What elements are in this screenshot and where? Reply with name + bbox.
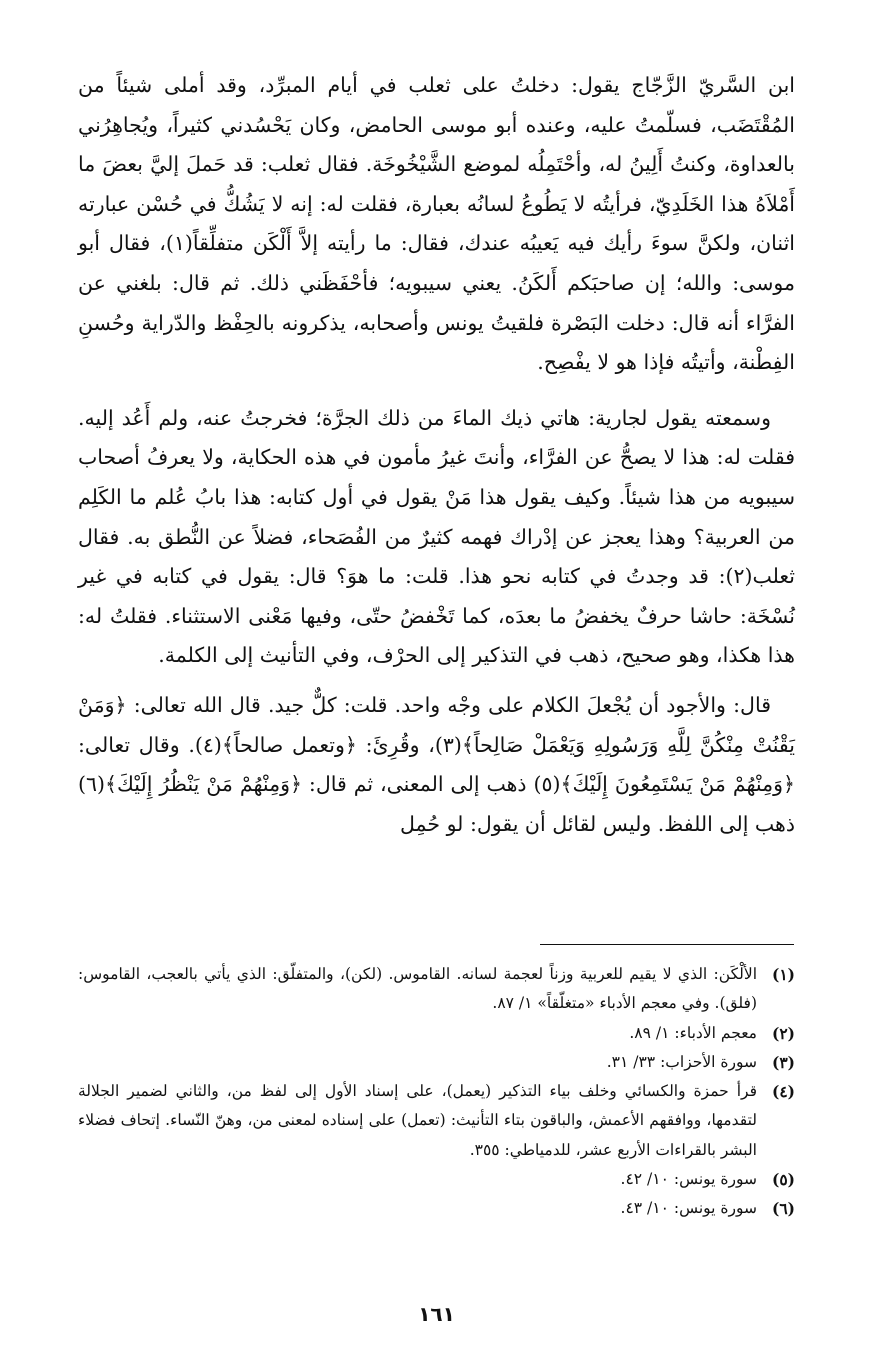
footnote-text: الألْكَن: الذي لا يقيم للعربية وزناً لعجمة لسانه. القاموس. (لكن)، والمتفلّق: الذي يأتي بالعجب، القاموس: (فلق). وفي معجم الأدباء «متغلّقاً» ١/ ٨٧. [78, 965, 757, 1013]
footnote-number: (٥) [771, 1170, 795, 1190]
footnote-text: سورة الأحزاب: ٣٣/ ٣١. [606, 1052, 757, 1071]
body-paragraph-2: وسمعته يقول لجارية: هاتي ذيك الماءَ من ذلك الجرَّة؛ فخرجتُ عنه، ولم أَعُد إليه. فقلت له: هذا لا يصحُّ عن الفرَّاء، وأنتَ غيرُ مأمون في هذه الحكاية، ولا يعرفُ أصحاب سيبويه من هذا شيئاً. وكيف يقول هذا مَنْ يقول في أول كتابه: هذا بابُ عُلم ما الكَلِم من العربية؟ وهذا يعجز عن إدْراك فهمه كثيرٌ من الفُصَحاء، فضلاً عن النُّطق به. فقال ثعلب(٢): قد وجدتُ في كتابه نحو هذا. قلت: ما هوَ؟ قال: يقول في كتابه في غير نُسْخَة: حاشا حرفٌ يخفضُ ما بعدَه، كما تَخْفضُ حتّى، وفيها مَعْنى الاستثناء. فقلتُ له: هذا هكذا، وهو صحيح، ذهب في التذكير إلى الحرْف، وفي التأنيث إلى الكلمة. [78, 405, 795, 668]
footnote-divider [540, 944, 794, 945]
page-number: ١٦١ [418, 1302, 455, 1326]
footnote-2 [78, 1019, 795, 1048]
footnotes [78, 960, 795, 1224]
footnote-3 [78, 1048, 795, 1077]
footnote-number: (٣) [771, 1052, 795, 1072]
main-text [78, 66, 795, 844]
body-paragraph-1: ابن السَّريّ الزَّجّاج يقول: دخلتُ على ثعلب في أيام المبرِّد، وقد أملى شيئاً من المُقْتَضَب، فسلّمتُ عليه، وعنده أبو موسى الحامض، وكان يَحْسُدني كثيراً، ويُجاهِرُني بالعداوة، وكنتُ أَلِينُ له، وأحْتَمِلُه لموضع الشَّيْخُوخَة. فقال ثعلب: قد حَملَ إليَّ بعضَ ما أَمْلاَهُ هذا الخَلَدِيّ، فرأيتُه لا يَطُوعُ لسانُه بعبارة، فقلت له: إنه لا يَشُكُّ في حُسْن عبارته اثنان، ولكنَّ سوءَ رأيك فيه يَعيبُه عندك، فقال: ما رأيته إلاَّ أَلْكَن متفلِّقاً(١)، فقال أبو موسى: والله؛ إن صاحبَكم أَلكَنُ. يعني سيبويه؛ فأحْفَظَني ذلك. ثم قال: بلغني عن الفرَّاء أنه قال: دخلت البَصْرة فلقيتُ يونس وأصحابه، يذكرونه بالحِفْظ والدّراية وحُسنِ الفِطْنة، وأتيتُه فإذا هو لا يفْصِح. [78, 73, 796, 375]
footnote-6 [78, 1194, 795, 1223]
footnote-number: (٤) [771, 1082, 795, 1102]
footnote-5 [78, 1165, 795, 1194]
body-paragraph-3: قال: والأجود أن يُجْعلَ الكلام على وجْه واحد. قلت: كلٌّ جيد. قال الله تعالى: ﴿وَمَنْ يَقْنُتْ مِنْكُنَّ لِلَّهِ وَرَسُولِهِ وَيَعْمَلْ صَالِحاً﴾(٣)، وقُرِئَ: ﴿وتعمل صالحاً﴾(٤). وقال تعالى: ﴿وَمِنْهُمْ مَنْ يَسْتَمِعُونَ إِلَيْكَ﴾(٥) ذهب إلى المعنى، ثم قال: ﴿وَمِنْهُمْ مَنْ يَنْظُرُ إِلَيْكَ﴾(٦) ذهب إلى اللفظ. وليس لقائل أن يقول: لو حُمِل [78, 692, 795, 836]
footnote-text: سورة يونس: ١٠/ ٤٢. [620, 1170, 757, 1189]
footnote-4 [78, 1077, 795, 1165]
footnote-number: (٦) [771, 1199, 795, 1219]
footnote-1 [78, 960, 795, 1019]
footnote-text: معجم الأدباء: ١/ ٨٩. [629, 1023, 757, 1042]
footnote-number: (٢) [771, 1023, 795, 1043]
footnote-number: (١) [771, 965, 795, 984]
footnote-text: سورة يونس: ١٠/ ٤٣. [620, 1199, 757, 1218]
footnote-text: قرأ حمزة والكسائي وخلف بياء التذكير (يعمل)، على إسناد الأول إلى لفظ من، والثاني لضمير الجلالة لتقدمها، ووافقهم الأعمش، والباقون بتاء التأنيث: (تعمل) على إسناده لمعنى من، وهنّ النّساء. إتحاف فضلاء البشر بالقراءات الأربع عشر، للدمياطي: ٣٥٥. [78, 1082, 757, 1159]
